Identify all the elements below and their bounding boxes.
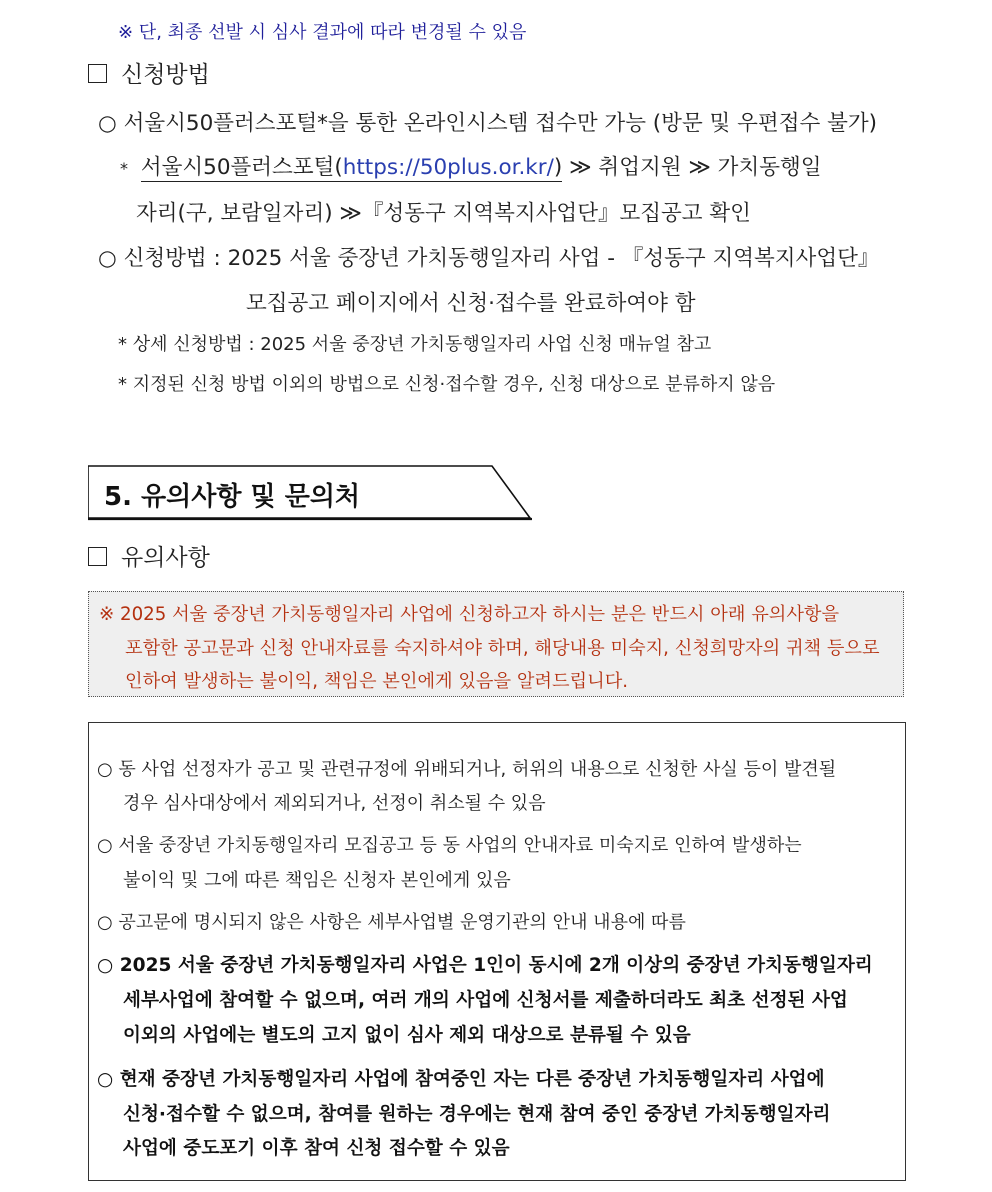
asterisk-marker: * (120, 159, 128, 178)
portal-link-text: 서울시50플러스포털( (140, 155, 343, 180)
notice-line: 포함한 공고문과 신청 안내자료를 숙지하셔야 하며, 해당내용 미숙지, 신청희망자의 귀책 등으로 (125, 638, 880, 659)
apply-line-method-continued: 모집공고 페이지에서 신청·접수를 완료하여야 함 (246, 291, 696, 316)
portal-path: ≫ 취업지원 ≫ 가치동행일 (562, 155, 822, 180)
caution-item-bold-continued: 사업에 중도포기 이후 참여 신청 접수할 수 있음 (123, 1138, 510, 1159)
caution-item: ○ 동 사업 선정자가 공고 및 관련규정에 위배되거나, 허위의 내용으로 신청한 사실 등이 발견될 (97, 759, 837, 780)
apply-line-portal (120, 150, 822, 181)
apply-sub-manual: * 상세 신청방법 : 2025 서울 중장년 가치동행일자리 사업 신청 매뉴얼 참고 (118, 334, 712, 355)
caution-heading (88, 539, 210, 572)
top-note: ※ 단, 최종 선발 시 심사 결과에 따라 변경될 수 있음 (118, 22, 527, 43)
caution-item-bold-continued: 이외의 사업에는 별도의 고지 없이 심사 제외 대상으로 분류될 수 있음 (123, 1025, 691, 1046)
caution-item-bold: ○ 2025 서울 중장년 가치동행일자리 사업은 1인이 동시에 2개 이상의 중장년 가치동행일자리 (97, 955, 873, 976)
portal-url[interactable]: https://50plus.or.kr/ (342, 155, 554, 180)
caution-item-continued: 경우 심사대상에서 제외되거나, 선정이 취소될 수 있음 (123, 793, 546, 814)
caution-item-bold: ○ 현재 중장년 가치동행일자리 사업에 참여중인 자는 다른 중장년 가치동행일자리 사업에 (97, 1069, 825, 1090)
portal-link[interactable] (141, 155, 562, 182)
caution-item-bold-continued: 세부사업에 참여할 수 없으며, 여러 개의 사업에 신청서를 제출하더라도 최초 선정된 사업 (123, 990, 848, 1011)
portal-link-close: ) (553, 155, 563, 180)
apply-line-path-continued: 자리(구, 보람일자리) ≫『성동구 지역복지사업단』모집공고 확인 (136, 201, 751, 226)
apply-method-heading-text: 신청방법 (121, 62, 210, 88)
notice-box (88, 591, 904, 697)
caution-item: ○ 서울 중장년 가치동행일자리 모집공고 등 동 사업의 안내자료 미숙지로 인하여 발생하는 (97, 835, 802, 856)
notice-line: ※ 2025 서울 중장년 가치동행일자리 사업에 신청하고자 하시는 분은 반드시 아래 유의사항을 (99, 604, 840, 625)
caution-list-box (88, 722, 906, 1181)
apply-method-heading (88, 56, 210, 89)
caution-heading-text: 유의사항 (121, 545, 210, 571)
section-5-banner (88, 464, 534, 522)
caution-item-bold-continued: 신청·접수할 수 없으며, 참여를 원하는 경우에는 현재 참여 중인 중장년 가치동행일자리 (123, 1104, 831, 1125)
apply-line-online-only: ○ 서울시50플러스포털*을 통한 온라인시스템 접수만 가능 (방문 및 우편접수 불가) (98, 111, 877, 136)
caution-item: ○ 공고문에 명시되지 않은 사항은 세부사업별 운영기관의 안내 내용에 따름 (97, 912, 686, 933)
section-5-title: 5. 유의사항 및 문의처 (104, 482, 361, 512)
checkbox-square-icon (88, 64, 107, 83)
checkbox-square-icon (88, 547, 107, 566)
apply-line-method: ○ 신청방법 : 2025 서울 중장년 가치동행일자리 사업 - 『성동구 지역복지사업단』 (98, 246, 880, 271)
notice-line: 인하여 발생하는 불이익, 책임은 본인에게 있음을 알려드립니다. (125, 671, 629, 692)
caution-item-continued: 불이익 및 그에 따른 책임은 신청자 본인에게 있음 (123, 870, 511, 891)
apply-sub-other-methods: * 지정된 신청 방법 이외의 방법으로 신청·접수할 경우, 신청 대상으로 분류하지 않음 (118, 374, 776, 395)
